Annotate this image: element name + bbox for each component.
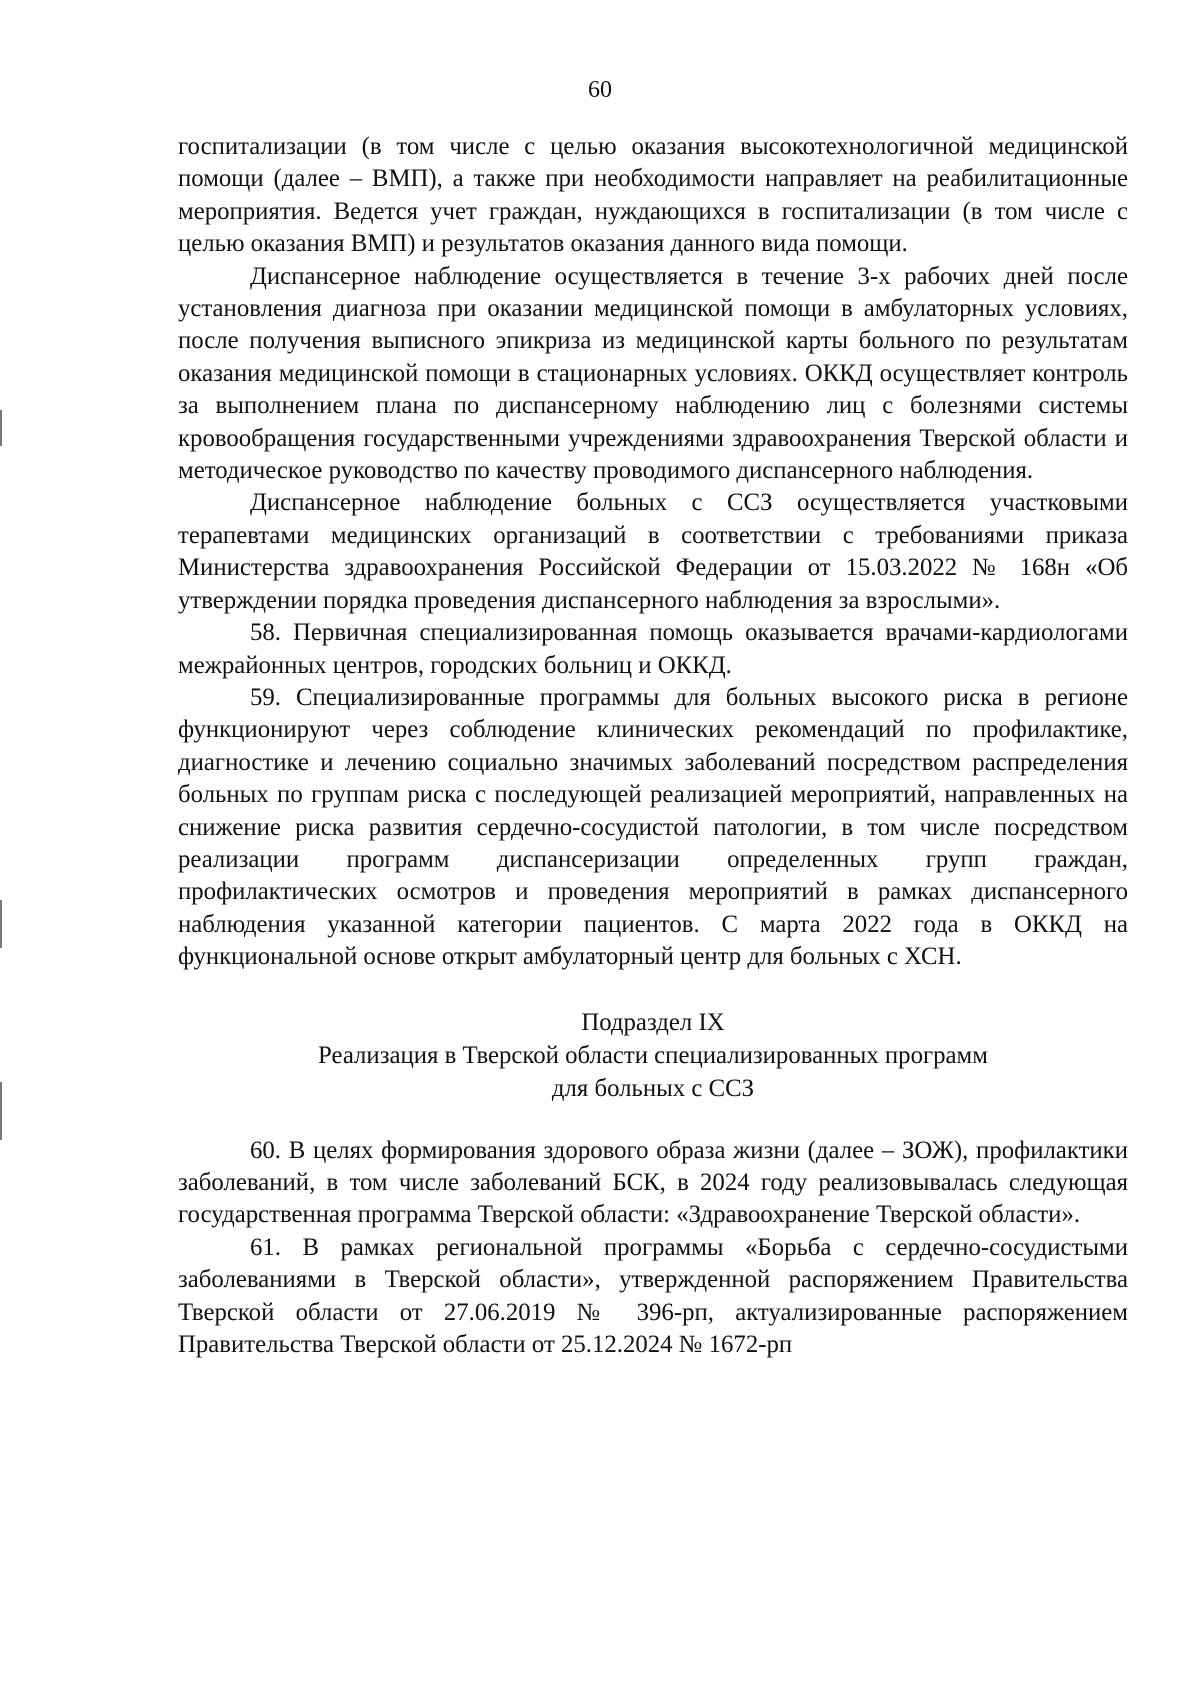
section-heading-title-line1: Реализация в Тверской области специализированных программ [318,1041,988,1069]
paragraph-60: 60. В целях формирования здорового образа жизни (далее – ЗОЖ), профилактики заболеваний, в том числе заболеваний БСК, в 2024 году реализовывалась следующая государственная программа Тверской области: «Здравоохранение Тверской области». [178,1136,1128,1229]
section-heading-title-line2: для больных с ССЗ [551,1074,755,1102]
document-body [178,131,1128,1361]
scan-artifact-mark [0,1082,2,1140]
paragraph-dispensary-observation: Диспансерное наблюдение осуществляется в течение 3-х рабочих дней после установления диагноза при оказании медицинской помощи в амбулаторных условиях, после получения выписного эпикриза из медицинской карты больного по результатам оказания медицинской помощи в стационарных условиях. ОККД осуществляет контроль за выполнением плана по диспансерному наблюдению лиц с болезнями системы кровообращения государственными учреждениями здравоохранения Тверской области и методическое руководство по качеству проводимого диспансерного наблюдения. [178,262,1128,485]
paragraph-dispensary-ssz: Диспансерное наблюдение больных с ССЗ осуществляется участковыми терапевтами медицинских организаций в соответствии с требованиями приказа Министерства здравоохранения Российской Федерации от 15.03.2022 № 168н «Об утверждении порядка проведения диспансерного наблюдения за взрослыми». [178,489,1128,614]
section-heading [178,1006,1128,1105]
paragraph-58: 58. Первичная специализированная помощь оказывается врачами-кардиологами межрайонных центров, городских больниц и ОККД. [178,619,1128,679]
paragraph-continuation: госпитализации (в том числе с целью оказания высокотехнологичной медицинской помощи (далее – ВМП), а также при необходимости направляет на реабилитационные мероприятия. Ведется учет граждан, нуждающихся в госпитализации (в том числе с целью оказания ВМП) и результатов оказания данного вида помощи. [178,133,1128,258]
paragraph-61: 61. В рамках региональной программы «Борьба с сердечно-сосудистыми заболеваниями в Тверской области», утвержденной распоряжением Правительства Тверской области от 27.06.2019 № 396-рп, актуализированные распоряжением Правительства Тверской области от 25.12.2024 № 1672-рп [178,1233,1128,1358]
page-number: 60 [588,77,612,103]
scan-artifact-mark [0,410,2,446]
section-heading-subsection: Подраздел IX [581,1008,725,1036]
scan-artifact-mark [0,900,2,948]
paragraph-59: 59. Специализированные программы для больных высокого риска в регионе функционируют через соблюдение клинических рекомендаций по профилактике, диагностике и лечению социально значимых заболеваний посредством распределения больных по группам риска с последующей реализацией мероприятий, направленных на снижение риска развития сердечно-сосудистой патологии, в том числе посредством реализации программ диспансеризации определенных групп граждан, профилактических осмотров и проведения мероприятий в рамках диспансерного наблюдения указанной категории пациентов. С марта 2022 года в ОККД на функциональной основе открыт амбулаторный центр для больных с ХСН. [178,683,1128,971]
